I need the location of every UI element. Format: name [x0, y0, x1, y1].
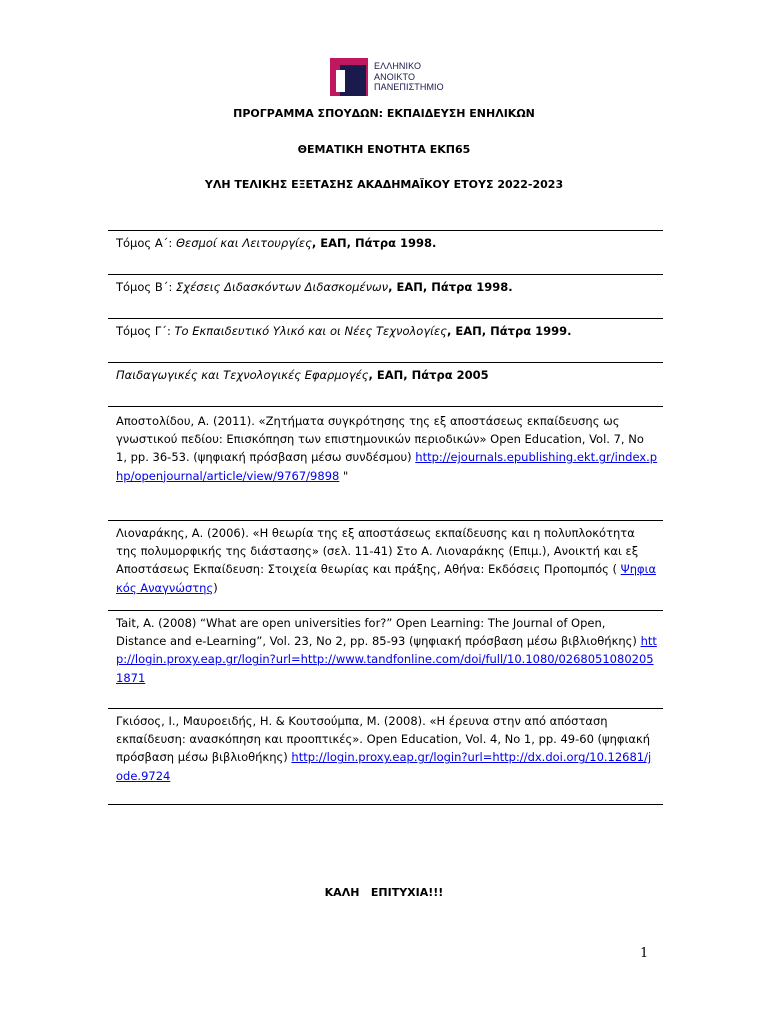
citation-text: Αποστολίδου, Α. (2011). «Ζητήματα συγκρότησης της εξ αποστάσεως εκπαίδευσης ως γνωστικού πεδίου: Επισκόπηση των επιστημονικών περιοδικών» Open Education, Vol. 7, No 1, pp. 36-53. (ψηφιακή πρόσβαση μέσω συνδέσμου): [116, 414, 644, 465]
publisher-info: , ΕΑΠ, Πάτρα 1998.: [388, 280, 513, 294]
closing-message: ΚΑΛΗ ΕΠΙΤΥΧΙΑ!!!: [324, 886, 444, 899]
reading-list-item: [108, 363, 663, 407]
reading-list: [108, 230, 663, 805]
reading-list-item: [108, 407, 663, 521]
book-title: Σχέσεις Διδασκόντων Διδασκομένων: [176, 280, 389, 294]
reading-list-item: [108, 611, 663, 709]
reading-list-item: [108, 319, 663, 363]
university-logo-mark: [328, 56, 370, 98]
reading-list-item: [108, 709, 663, 805]
publisher-info: , ΕΑΠ, Πάτρα 1999.: [447, 324, 572, 338]
page-number: 1: [640, 946, 649, 961]
logo-line: ΠΑΝΕΠΙΣΤΗΜΙΟ: [374, 82, 444, 92]
university-logo: [328, 54, 468, 100]
digital-reader-link[interactable]: Ψηφιακός Αναγνώστης: [116, 562, 657, 595]
reading-list-item: [108, 275, 663, 319]
article-link[interactable]: http://login.proxy.eap.gr/login?url=http://www.tandfonline.com/doi/full/10.1080/02680510802051871: [116, 634, 657, 685]
program-heading: ΠΡΟΓΡΑΜΜΑ ΣΠΟΥΔΩΝ: ΕΚΠΑΙΔΕΥΣΗ ΕΝΗΛΙΚΩΝ: [233, 107, 535, 120]
citation-text: Γκιόσος, Ι., Μαυροειδής, Η. & Κουτσούμπα, Μ. (2008). «Η έρευνα στην από απόσταση εκπαίδευση: ανασκόπηση και προοπτικές». Open Education, Vol. 4, No 1, pp. 49-60 (ψηφιακή πρόσβαση μέσω βιβλιοθήκης): [116, 714, 651, 765]
citation-text: Λιοναράκης, Α. (2006). «Η θεωρία της εξ αποστάσεως εκπαίδευσης και η πολυπλοκότητα της πολυμορφικής της διάστασης» (σελ. 11-41) Στο Α. Λιοναράκης (Επιμ.), Ανοικτή και εξ Αποστάσεως Εκπαίδευση: Στοιχεία θεωρίας και πράξης, Αθήνα: Εκδόσεις Προπομπός (: [116, 526, 639, 577]
logo-line: ΕΛΛΗΝΙΚΟ: [374, 61, 422, 71]
book-title: Θεσμοί και Λειτουργίες: [175, 236, 312, 250]
citation-tail: ): [213, 580, 218, 595]
volume-label: Τόμος Α΄:: [116, 236, 176, 250]
citation-text: Tait, A. (2008) “What are open universities for?” Open Learning: The Journal of Open, Distance and e-Learning”, Vol. 23, No 2, pp. 85-93 (ψηφιακή πρόσβαση μέσω βιβλιοθήκης): [116, 616, 641, 649]
publisher-info: , ΕΑΠ, Πάτρα 2005: [368, 368, 489, 382]
book-title: Το Εκπαιδευτικό Υλικό και οι Νέες Τεχνολογίες: [174, 324, 447, 338]
publisher-info: , ΕΑΠ, Πάτρα 1998.: [311, 236, 437, 250]
reading-list-item: [108, 231, 663, 275]
unit-heading: ΘΕΜΑΤΙΚΗ ΕΝΟΤΗΤΑ ΕΚΠ65: [297, 143, 471, 156]
citation-tail: ": [339, 468, 349, 483]
volume-label: Τόμος Β΄:: [116, 280, 176, 294]
volume-label: Τόμος Γ΄:: [116, 324, 175, 338]
syllabus-heading: ΥΛΗ ΤΕΛΙΚΗΣ ΕΞΕΤΑΣΗΣ ΑΚΑΔΗΜΑΪΚΟΥ ΕΤΟΥΣ 2022-2023: [204, 178, 564, 191]
book-title: Παιδαγωγικές και Τεχνολογικές Εφαρμογές: [116, 368, 369, 382]
reading-list-item: [108, 521, 663, 611]
article-link[interactable]: http://ejournals.epublishing.ekt.gr/index.php/openjournal/article/view/9767/9898: [116, 450, 658, 483]
university-logo-text: [374, 61, 444, 93]
article-link[interactable]: http://login.proxy.eap.gr/login?url=http://dx.doi.org/10.12681/jode.9724: [116, 750, 652, 783]
logo-line: ΑΝΟΙΚΤΟ: [374, 71, 416, 82]
